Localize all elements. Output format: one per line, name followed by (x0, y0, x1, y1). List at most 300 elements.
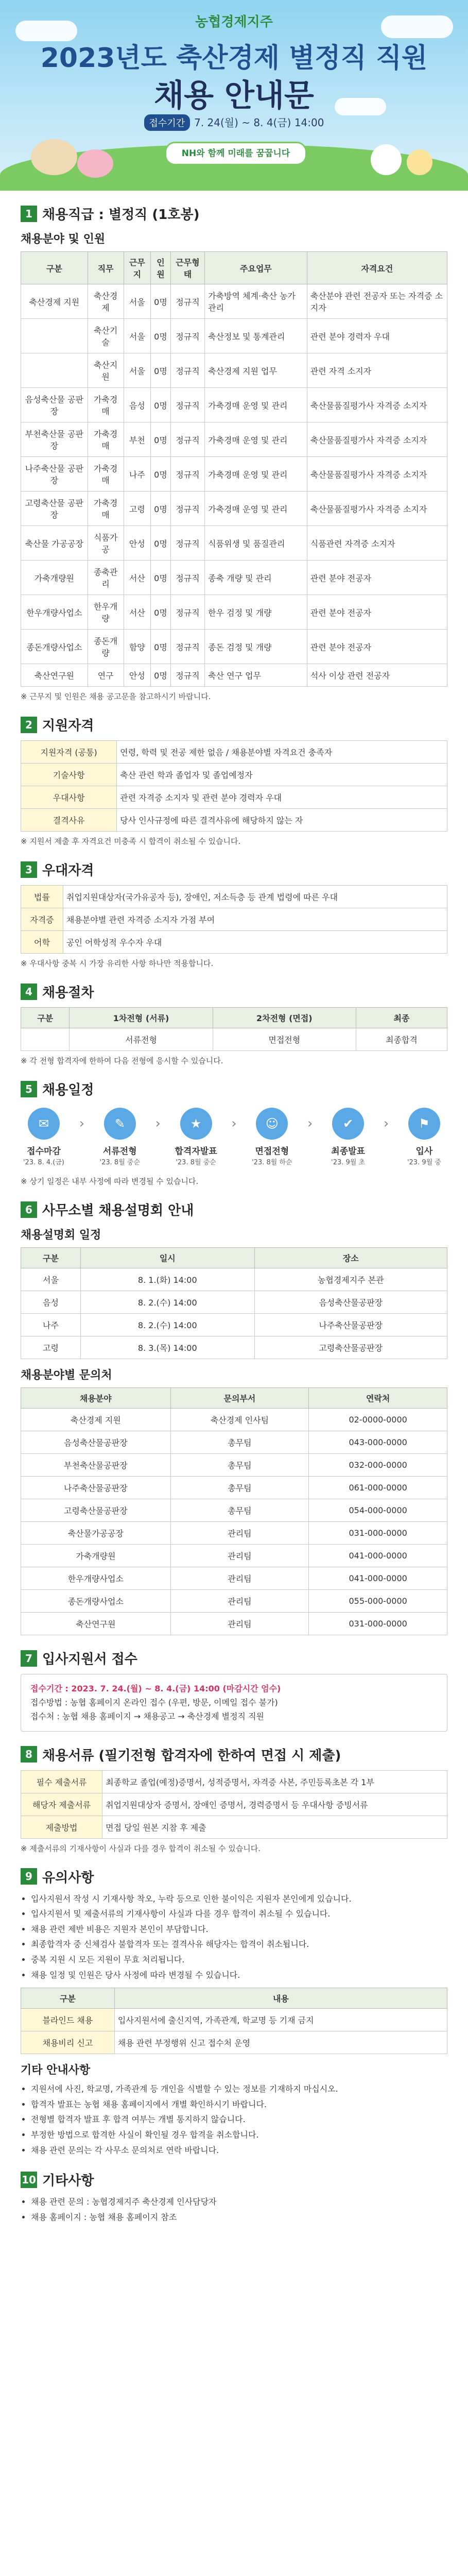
table-cell: 나주 (124, 457, 151, 492)
table-cell: 축산기술 (88, 319, 124, 353)
schedule-step-date: '23. 8월 중순 (176, 1159, 216, 1166)
table-cell: 가축방역 체계·축산 농가 관리 (205, 284, 307, 319)
column-header: 문의부서 (170, 1388, 309, 1409)
notice-table (21, 1988, 447, 2054)
other-info-item: • 채용 관련 문의 : 농협경제지주 축산경제 인사담당자 (31, 2195, 447, 2209)
table-cell: 고령축산물 공판장 (21, 492, 88, 526)
schedule-step-label: 합격자발표 (175, 1146, 217, 1157)
table-cell: 가축경매 (88, 492, 124, 526)
application-info-line: 접수방법 : 농협 홈페이지 온라인 접수 (우편, 방문, 이메일 접수 불가) (30, 1698, 278, 1708)
section-title: 지원자격 (42, 718, 94, 734)
arrow-icon: › (383, 1116, 389, 1131)
table-header-row (21, 252, 447, 284)
table-header-row (21, 1388, 447, 1409)
table-row (21, 1268, 447, 1291)
arrow-icon: › (79, 1116, 85, 1131)
column-header: 구분 (21, 252, 88, 284)
table-cell: 관리팀 (170, 1522, 309, 1545)
table-row (21, 457, 447, 492)
schedule-step-icon: ✎ (104, 1108, 136, 1140)
subheading: 채용설명회 일정 (21, 1229, 101, 1242)
table-cell: 정규직 (170, 630, 204, 664)
cow-illustration (31, 139, 77, 175)
table-cell: 고령 (124, 492, 151, 526)
column-header: 1차전형 (서류) (70, 1008, 213, 1028)
table-cell (21, 1028, 70, 1051)
notice-list (21, 1892, 447, 1982)
table-cell: 필수 제출서류 (21, 1770, 102, 1793)
table-row (21, 786, 447, 809)
section-number: 4 (21, 984, 37, 1000)
table-cell: 정규직 (170, 388, 204, 422)
table-cell: 총무팀 (170, 1454, 309, 1477)
table-cell: 가축개량원 (21, 561, 88, 595)
table-cell: 취업지원대상자 증명서, 장애인 증명서, 경력증명서 등 우대사항 증빙서류 (102, 1793, 447, 1816)
notice-content (0, 204, 468, 2224)
table-cell: 관련 자격증 소지자 및 관련 분야 경력자 우대 (117, 786, 447, 809)
period-tag: 접수기간 (144, 114, 190, 131)
section-heading (21, 860, 447, 879)
table-row (21, 1613, 447, 1635)
table-cell: 종돈 검정 및 개량 (205, 630, 307, 664)
table-cell: 정규직 (170, 319, 204, 353)
table-row (21, 1816, 447, 1838)
schedule-step-label: 서류전형 (102, 1146, 137, 1157)
section-title: 유의사항 (42, 1870, 94, 1886)
section-heading (21, 2170, 447, 2189)
table-cell: 서울 (124, 353, 151, 388)
table-cell: 종돈개량사업소 (21, 1590, 171, 1613)
notice-item: • 전형별 합격자 발표 후 합격 여부는 개별 통지하지 않습니다. (31, 2113, 447, 2126)
schedule-step-date: '23. 9월 중 (407, 1159, 441, 1166)
table-cell: 식품위생 및 품질관리 (205, 526, 307, 561)
table-row (21, 2031, 447, 2054)
table-cell: 식품관련 자격증 소지자 (307, 526, 447, 561)
table-cell: 당사 인사규정에 따른 결격사유에 해당하지 않는 자 (117, 809, 447, 832)
table-row (21, 1499, 447, 1522)
table-row (21, 388, 447, 422)
table-cell: 축산 연구 업무 (205, 664, 307, 687)
schedule-note: ※ 상기 일정은 내부 사정에 따라 변경될 수 있습니다. (21, 1177, 199, 1186)
arrow-icon: › (307, 1116, 313, 1131)
chick-illustration (407, 149, 432, 175)
section-number: 3 (21, 861, 37, 878)
table-cell: 정규직 (170, 492, 204, 526)
table-cell: 서산 (124, 595, 151, 630)
table-cell: 종축 개량 및 관리 (205, 561, 307, 595)
table-cell: 채용분야별 관련 자격증 소지자 가점 부여 (63, 908, 447, 931)
notice-item: • 채용 관련 제반 비용은 지원자 본인이 부담합니다. (31, 1923, 447, 1936)
table-cell: 나주축산물공판장 (254, 1314, 447, 1336)
table-cell: 축산연구원 (21, 1613, 171, 1635)
section-number: 2 (21, 717, 37, 733)
table-cell: 입사지원서에 출신지역, 가족관계, 학교명 등 기재 금지 (114, 2009, 447, 2031)
table-cell: 음성축산물공판장 (21, 1431, 171, 1454)
table-cell: 최종합격 (356, 1028, 447, 1051)
section-title: 채용절차 (42, 985, 94, 1001)
table-cell: 연령, 학력 및 전공 제한 없음 / 채용분야별 자격요건 충족자 (117, 741, 447, 764)
notice-item: • 부정한 방법으로 합격한 사실이 확인될 경우 합격을 취소합니다. (31, 2128, 447, 2142)
table-cell: 정규직 (170, 595, 204, 630)
notice-item: • 지원서에 사진, 학교명, 가족관계 등 개인을 식별할 수 있는 정보를 기재하지 마십시오. (31, 2082, 447, 2096)
arrow-icon: › (155, 1116, 161, 1131)
table-cell: 연구 (88, 664, 124, 687)
application-period (0, 114, 468, 131)
table-cell: 0명 (151, 457, 171, 492)
section-title: 입사지원서 접수 (42, 1652, 137, 1667)
table-cell: 음성 (21, 1291, 81, 1314)
table-cell: 가축경매 (88, 388, 124, 422)
table-cell: 정규직 (170, 353, 204, 388)
section-number: 6 (21, 1201, 37, 1218)
table-cell: 고령축산물공판장 (21, 1499, 171, 1522)
table-cell: 나주 (21, 1314, 81, 1336)
table-row (21, 1409, 447, 1431)
table-row (21, 561, 447, 595)
table-row (21, 630, 447, 664)
section-heading (21, 1745, 447, 1764)
table-cell: 지원자격 (공통) (21, 741, 117, 764)
table-cell: 032-000-0000 (309, 1454, 447, 1477)
table-cell: 블라인드 채용 (21, 2009, 115, 2031)
table-note: ※ 우대사항 중복 시 가장 유리한 사항 하나만 적용합니다. (21, 959, 214, 968)
table-row (21, 764, 447, 786)
column-header: 직무 (88, 252, 124, 284)
table-cell: 02-0000-0000 (309, 1409, 447, 1431)
column-header: 구분 (21, 1248, 81, 1268)
table-cell: 041-000-0000 (309, 1545, 447, 1567)
table-row (21, 319, 447, 353)
table-cell: 가축경매 (88, 457, 124, 492)
section-heading (21, 982, 447, 1001)
table-cell: 관리팀 (170, 1567, 309, 1590)
table-cell: 안성 (124, 664, 151, 687)
application-info-line: 접수처 : 농협 채용 홈페이지 → 채용공고 → 축산경제 별정직 직원 (30, 1711, 265, 1722)
schedule-step-date: '23. 9월 초 (331, 1159, 366, 1166)
table-cell: 관리팀 (170, 1545, 309, 1567)
table-cell: 해당자 제출서류 (21, 1793, 102, 1816)
table-cell: 축산경제 (88, 284, 124, 319)
schedule-flow (21, 1108, 447, 1166)
table-cell (21, 319, 88, 353)
schedule-step-icon: ☺ (256, 1108, 288, 1140)
column-header: 최종 (356, 1008, 447, 1028)
schedule-step (21, 1108, 67, 1166)
table-cell: 축산경제 지원 (21, 1409, 171, 1431)
table-cell: 0명 (151, 630, 171, 664)
table-header-row (21, 1008, 447, 1028)
schedule-step (173, 1108, 219, 1166)
table-cell: 0명 (151, 664, 171, 687)
schedule-step-label: 접수마감 (27, 1146, 61, 1157)
section-heading (21, 204, 447, 223)
section-title: 기타사항 (42, 2173, 94, 2189)
table-cell: 채용 관련 부정행위 신고 접수처 운영 (114, 2031, 447, 2054)
section-heading (21, 1649, 447, 1668)
table-cell: 0명 (151, 561, 171, 595)
schedule-step-icon: ✔ (332, 1108, 364, 1140)
table-cell: 축산물가공공장 (21, 1522, 171, 1545)
table-cell: 0명 (151, 595, 171, 630)
documents-table (21, 1770, 447, 1839)
table-cell: 정규직 (170, 561, 204, 595)
column-header: 자격요건 (307, 252, 447, 284)
table-cell: 축산연구원 (21, 664, 88, 687)
table-cell: 관리팀 (170, 1590, 309, 1613)
table-cell: 부천축산물공판장 (21, 1454, 171, 1477)
table-cell: 0명 (151, 353, 171, 388)
table-cell: 한우개량 (88, 595, 124, 630)
section-number: 9 (21, 1868, 37, 1885)
page-title: 2023년도 축산경제 별정직 직원 (40, 43, 428, 74)
table-cell: 가축개량원 (21, 1545, 171, 1567)
table-cell: 0명 (151, 388, 171, 422)
table-row (21, 1454, 447, 1477)
other-info-item: • 채용 홈페이지 : 농협 채용 홈페이지 참조 (31, 2211, 447, 2224)
table-cell: 031-000-0000 (309, 1613, 447, 1635)
application-info-line: 접수기간 : 2023. 7. 24.(월) ~ 8. 4.(금) 14:00 (마감시간 엄수) (30, 1684, 281, 1693)
column-header: 연락처 (309, 1388, 447, 1409)
other-info-list (21, 2195, 447, 2224)
subheading: 채용분야 및 인원 (21, 233, 106, 246)
table-row (21, 1522, 447, 1545)
table-cell: 한우 검정 및 개량 (205, 595, 307, 630)
section-title: 채용서류 (필기전형 합격자에 한하여 면접 시 제출) (42, 1748, 341, 1764)
hero-banner (0, 0, 468, 191)
column-header: 주요업무 (205, 252, 307, 284)
table-cell: 가축경매 운영 및 관리 (205, 457, 307, 492)
schedule-step-date: '23. 8월 중순 (99, 1159, 141, 1166)
table-cell: 우대사항 (21, 786, 117, 809)
table-cell: 어학 (21, 931, 63, 954)
company-logo: 농협경제지주 (195, 14, 273, 30)
table-row (21, 741, 447, 764)
contact-table (21, 1387, 447, 1635)
schedule-step (97, 1108, 143, 1166)
table-cell: 8. 1.(화) 14:00 (81, 1268, 255, 1291)
table-row (21, 809, 447, 832)
section-title: 우대자격 (42, 863, 94, 878)
schedule-step (325, 1108, 371, 1166)
table-row (21, 492, 447, 526)
section-title: 채용일정 (42, 1082, 94, 1098)
section-number: 5 (21, 1081, 37, 1097)
table-note: ※ 근무지 및 인원은 채용 공고문을 참고하시기 바랍니다. (21, 692, 211, 701)
table-cell: 결격사유 (21, 809, 117, 832)
table-cell: 8. 3.(목) 14:00 (81, 1336, 255, 1359)
arrow-icon: › (231, 1116, 237, 1131)
table-row (21, 1567, 447, 1590)
application-info-box (21, 1674, 447, 1732)
notice-item: • 입사지원서 작성 시 기재사항 착오, 누락 등으로 인한 불이익은 지원자 본인에게 있습니다. (31, 1892, 447, 1906)
table-cell: 축산경제 인사팀 (170, 1409, 309, 1431)
section-number: 1 (21, 206, 37, 222)
table-cell: 석사 이상 관련 전공자 (307, 664, 447, 687)
table-row (21, 526, 447, 561)
table-cell: 관리팀 (170, 1613, 309, 1635)
table-cell: 8. 2.(수) 14:00 (81, 1314, 255, 1336)
section-heading (21, 1200, 447, 1219)
table-cell: 한우개량사업소 (21, 595, 88, 630)
table-row (21, 1336, 447, 1359)
table-cell: 043-000-0000 (309, 1431, 447, 1454)
notice-item: • 입사지원서 및 제출서류의 기재사항이 사실과 다를 경우 합격이 취소될 수 있습니다. (31, 1907, 447, 1921)
table-row (21, 1477, 447, 1499)
column-header: 인원 (151, 252, 171, 284)
table-cell: 관련 분야 전공자 (307, 595, 447, 630)
table-cell: 관련 분야 전공자 (307, 630, 447, 664)
table-cell: 정규직 (170, 422, 204, 457)
recruitment-field-table (21, 251, 447, 687)
table-row (21, 1028, 447, 1051)
table-cell: 자격증 (21, 908, 63, 931)
pig-illustration (77, 149, 113, 178)
table-cell: 관련 분야 전공자 (307, 561, 447, 595)
table-cell: 종돈개량사업소 (21, 630, 88, 664)
table-cell: 축산물품질평가사 자격증 소지자 (307, 492, 447, 526)
table-note: ※ 제출서류의 기재사항이 사실과 다를 경우 합격이 취소될 수 있습니다. (21, 1843, 261, 1853)
schedule-step (249, 1108, 295, 1166)
table-row (21, 422, 447, 457)
notice-item: • 중복 지원 시 모든 지원이 무효 처리됩니다. (31, 1953, 447, 1967)
table-cell: 축산물품질평가사 자격증 소지자 (307, 457, 447, 492)
table-cell: 법률 (21, 886, 63, 908)
schedule-step-date: '23. 8월 하순 (252, 1159, 292, 1166)
table-cell: 기술사항 (21, 764, 117, 786)
table-cell: 한우개량사업소 (21, 1567, 171, 1590)
notice-item: • 채용 일정 및 인원은 당사 사정에 따라 변경될 수 있습니다. (31, 1969, 447, 1982)
table-cell: 제출방법 (21, 1816, 102, 1838)
column-header: 채용분야 (21, 1388, 171, 1409)
table-row (21, 931, 447, 954)
table-cell: 함양 (124, 630, 151, 664)
table-cell: 서울 (124, 284, 151, 319)
table-row (21, 2009, 447, 2031)
section-heading (21, 1867, 447, 1886)
table-cell: 축산경제 지원 업무 (205, 353, 307, 388)
briefing-session-table (21, 1247, 447, 1359)
table-note: ※ 각 전형 합격자에 한하여 다음 전형에 응시할 수 있습니다. (21, 1056, 223, 1065)
table-cell: 서류전형 (70, 1028, 213, 1051)
slogan-banner: NH와 함께 미래를 꿈꿉니다 (165, 142, 307, 165)
table-cell: 총무팀 (170, 1477, 309, 1499)
period-text: 7. 24(월) ~ 8. 4(금) 14:00 (194, 116, 324, 129)
section-number: 8 (21, 1746, 37, 1762)
table-cell: 음성 (124, 388, 151, 422)
notice-item: • 채용 관련 문의는 각 사무소 문의처로 연락 바랍니다. (31, 2144, 447, 2157)
table-cell: 식품가공 (88, 526, 124, 561)
section-heading (21, 715, 447, 734)
schedule-step-label: 면접전형 (255, 1146, 289, 1157)
table-cell: 정규직 (170, 284, 204, 319)
page-subtitle: 채용 안내문 (154, 78, 314, 114)
schedule-step (401, 1108, 447, 1166)
table-cell: 정규직 (170, 664, 204, 687)
section-heading (21, 1079, 447, 1098)
table-cell: 고령 (21, 1336, 81, 1359)
column-header: 구분 (21, 1008, 70, 1028)
table-cell: 054-000-0000 (309, 1499, 447, 1522)
table-cell: 안성 (124, 526, 151, 561)
table-cell: 음성축산물공판장 (254, 1291, 447, 1314)
table-cell: 0명 (151, 319, 171, 353)
section-title: 사무소별 채용설명회 안내 (42, 1203, 194, 1218)
table-row (21, 1793, 447, 1816)
table-cell: 축산 관련 학과 졸업자 및 졸업예정자 (117, 764, 447, 786)
notice-item: • 최종합격자 중 신체검사 불합격자 또는 결격사유 해당자는 합격이 취소됩니다. (31, 1938, 447, 1951)
schedule-step-label: 최종발표 (331, 1146, 365, 1157)
subheading: 채용분야별 문의처 (21, 1369, 112, 1382)
table-cell: 정규직 (170, 526, 204, 561)
preference-table (21, 885, 447, 954)
table-row (21, 353, 447, 388)
column-header: 장소 (254, 1248, 447, 1268)
table-header-row (21, 1248, 447, 1268)
table-row (21, 908, 447, 931)
table-row (21, 1431, 447, 1454)
table-cell: 면접전형 (213, 1028, 356, 1051)
table-cell: 총무팀 (170, 1499, 309, 1522)
table-cell: 서울 (21, 1268, 81, 1291)
schedule-step-label: 입사 (415, 1146, 433, 1157)
table-cell: 가축경매 운영 및 관리 (205, 388, 307, 422)
table-cell: 서울 (124, 319, 151, 353)
table-cell: 축산정보 및 통계관리 (205, 319, 307, 353)
table-cell: 서산 (124, 561, 151, 595)
table-cell: 축산지원 (88, 353, 124, 388)
table-cell (21, 353, 88, 388)
table-row (21, 1291, 447, 1314)
table-row (21, 1545, 447, 1567)
schedule-step-icon: ★ (180, 1108, 212, 1140)
table-cell: 고령축산물공판장 (254, 1336, 447, 1359)
table-cell: 축산물품질평가사 자격증 소지자 (307, 422, 447, 457)
procedure-table (21, 1007, 447, 1051)
table-cell: 취업지원대상자(국가유공자 등), 장애인, 저소득층 등 관계 법령에 따른 우대 (63, 886, 447, 908)
table-cell: 종돈개량 (88, 630, 124, 664)
table-cell: 축산물 가공공장 (21, 526, 88, 561)
table-cell: 055-000-0000 (309, 1590, 447, 1613)
column-header: 구분 (21, 1988, 115, 2009)
table-cell: 정규직 (170, 457, 204, 492)
table-cell: 041-000-0000 (309, 1567, 447, 1590)
table-cell: 농협경제지주 본관 (254, 1268, 447, 1291)
table-cell: 가축경매 (88, 422, 124, 457)
table-cell: 031-000-0000 (309, 1522, 447, 1545)
table-cell: 총무팀 (170, 1431, 309, 1454)
table-row (21, 595, 447, 630)
column-header: 근무형태 (170, 252, 204, 284)
table-cell: 0명 (151, 492, 171, 526)
table-row (21, 1314, 447, 1336)
table-cell: 공인 어학성적 우수자 우대 (63, 931, 447, 954)
table-cell: 부천축산물 공판장 (21, 422, 88, 457)
table-cell: 관련 자격 소지자 (307, 353, 447, 388)
table-cell: 가축경매 운영 및 관리 (205, 492, 307, 526)
table-cell: 0명 (151, 284, 171, 319)
table-cell: 061-000-0000 (309, 1477, 447, 1499)
notice-item: • 합격자 발표는 농협 채용 홈페이지에서 개별 확인하시기 바랍니다. (31, 2098, 447, 2111)
table-cell: 최종학교 졸업(예정)증명서, 성적증명서, 자격증 사본, 주민등록초본 각 1부 (102, 1770, 447, 1793)
table-cell: 나주축산물 공판장 (21, 457, 88, 492)
column-header: 2차전형 (면접) (213, 1008, 356, 1028)
column-header: 근무지 (124, 252, 151, 284)
table-row (21, 1590, 447, 1613)
table-cell: 축산물품질평가사 자격증 소지자 (307, 388, 447, 422)
table-note: ※ 지원서 제출 후 자격요건 미충족 시 합격이 취소될 수 있습니다. (21, 837, 241, 846)
table-cell: 가축경매 운영 및 관리 (205, 422, 307, 457)
table-row (21, 1770, 447, 1793)
